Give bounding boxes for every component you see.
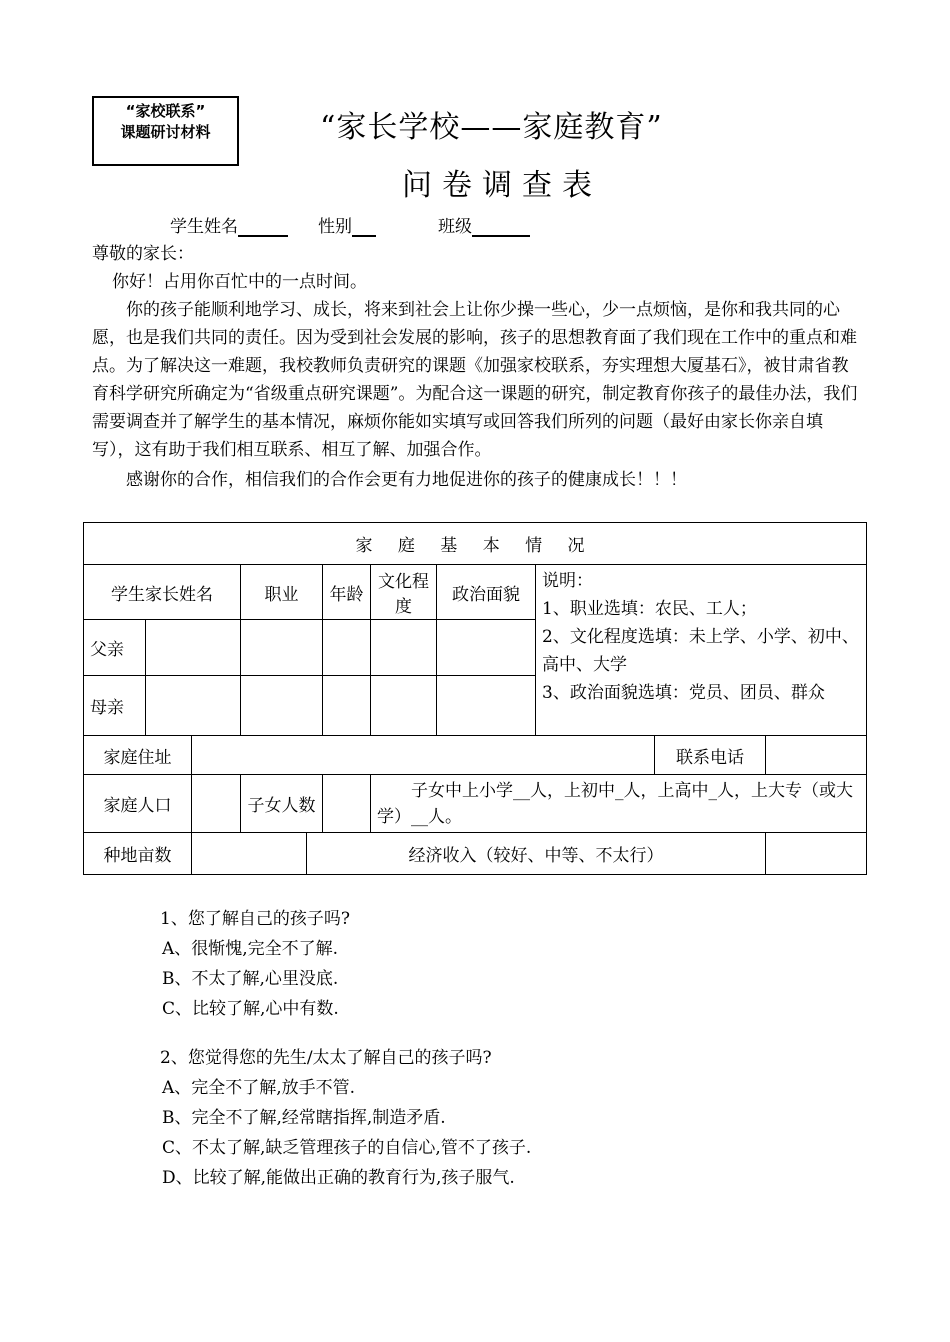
student-name-blank[interactable]	[238, 215, 288, 237]
children-detail: 子女中上小学__人，上初中_人，上高中_人，上大专（或大学）__人。	[371, 775, 867, 833]
father-education-cell[interactable]	[371, 620, 437, 676]
question-1	[160, 904, 350, 1024]
question-1-option-c[interactable]: C、比较了解,心中有数.	[162, 999, 339, 1019]
mother-label: 母亲	[84, 676, 146, 736]
class-label: 班级	[438, 217, 472, 237]
land-label: 种地亩数	[84, 833, 192, 875]
question-2-option-d[interactable]: D、比较了解,能做出正确的教育行为,孩子服气.	[162, 1168, 515, 1188]
father-age-cell[interactable]	[323, 620, 371, 676]
notes-occupation: 1、职业选填：农民、工人；	[542, 599, 757, 619]
header-education: 文化程度	[371, 565, 437, 620]
question-2-option-a[interactable]: A、完全不了解,放手不管.	[162, 1078, 356, 1098]
page-subtitle: 问卷调查表	[402, 168, 602, 203]
notes-education: 2、文化程度选填：未上学、小学、初中、高中、大学	[542, 627, 859, 675]
gender-field[interactable]	[318, 212, 376, 237]
mother-political-cell[interactable]	[437, 676, 536, 736]
header-political: 政治面貌	[437, 565, 536, 620]
phone-label: 联系电话	[655, 736, 766, 775]
student-name-field[interactable]	[170, 212, 288, 237]
mother-education-cell[interactable]	[371, 676, 437, 736]
mother-name-cell[interactable]	[146, 676, 241, 736]
header-parent-name: 学生家长姓名	[84, 565, 241, 620]
notes-title: 说明：	[542, 571, 593, 591]
student-name-label: 学生姓名	[170, 217, 238, 237]
population-cell[interactable]	[192, 775, 241, 833]
letter-thanks: 感谢你的合作，相信我们的合作会更有力地促进你的孩子的健康成长！！！	[126, 470, 687, 490]
address-label: 家庭住址	[84, 736, 192, 775]
income-label: 经济收入（较好、中等、不太行）	[307, 833, 766, 875]
mother-age-cell[interactable]	[323, 676, 371, 736]
letter-body: 你的孩子能顺利地学习、成长，将来到社会上让你少操一些心，少一点烦恼，是你和我共同的心愿，也是我们共同的责任。因为受到社会发展的影响，孩子的思想教育面了我们现在工作中的重点和难点。为了解决这一难题，我校教师负责研究的课题《加强家校联系，夯实理想大厦基石》，被甘肃省教育科学研究所确定为“省级重点研究课题”。为配合这一课题的研究，制定教育你孩子的最佳办法，我们需要调查并了解学生的基本情况，麻烦你能如实填写或回答我们所列的问题（最好由家长你亲自填写），这有助于我们相互联系、相互了解、加强合作。	[92, 300, 858, 460]
question-1-option-b[interactable]: B、不太了解,心里没底.	[162, 969, 339, 989]
father-name-cell[interactable]	[146, 620, 241, 676]
gender-blank[interactable]	[352, 215, 376, 237]
table-title: 家 庭 基 本 情 况	[84, 523, 867, 565]
land-cell[interactable]	[192, 833, 307, 875]
father-political-cell[interactable]	[437, 620, 536, 676]
question-2-text: 2、您觉得您的先生/太太了解自己的孩子吗?	[160, 1048, 492, 1068]
class-field[interactable]	[438, 212, 530, 237]
page-title: “家长学校——家庭教育”	[320, 110, 663, 145]
gender-label: 性别	[318, 217, 352, 237]
question-2	[160, 1043, 531, 1193]
notes-political: 3、政治面貌选填：党员、团员、群众	[542, 683, 825, 703]
greeting: 你好！占用你百忙中的一点时间。	[112, 272, 367, 292]
question-1-option-a[interactable]: A、很惭愧,完全不了解.	[162, 939, 339, 959]
mother-occupation-cell[interactable]	[241, 676, 323, 736]
children-label: 子女人数	[241, 775, 323, 833]
income-cell[interactable]	[766, 833, 867, 875]
header-occupation: 职业	[241, 565, 323, 620]
header-age: 年龄	[323, 565, 371, 620]
class-blank[interactable]	[472, 215, 530, 237]
question-2-option-c[interactable]: C、不太了解,缺乏管理孩子的自信心,管不了孩子.	[162, 1138, 532, 1158]
family-info-table	[83, 522, 867, 875]
phone-cell[interactable]	[766, 736, 867, 775]
notes-cell	[536, 565, 867, 736]
question-2-option-b[interactable]: B、完全不了解,经常瞎指挥,制造矛盾.	[162, 1108, 446, 1128]
father-label: 父亲	[84, 620, 146, 676]
salutation: 尊敬的家长：	[92, 244, 194, 264]
population-label: 家庭人口	[84, 775, 192, 833]
question-1-text: 1、您了解自己的孩子吗?	[160, 909, 350, 929]
stamp-line1: “家校联系”	[125, 102, 206, 120]
children-cell[interactable]	[323, 775, 371, 833]
stamp-line2: 课题研讨材料	[120, 123, 211, 141]
father-occupation-cell[interactable]	[241, 620, 323, 676]
topic-stamp-box	[92, 96, 239, 166]
address-cell[interactable]	[192, 736, 655, 775]
